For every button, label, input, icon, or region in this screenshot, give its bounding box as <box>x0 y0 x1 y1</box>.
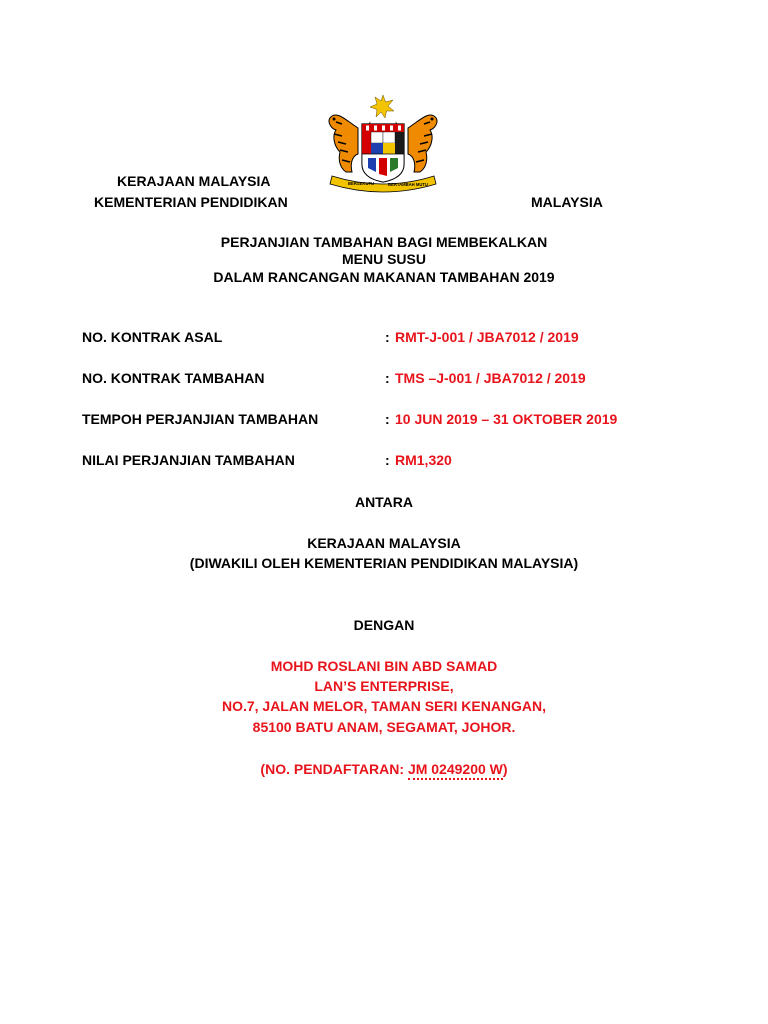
detail-label: TEMPOH PERJANJIAN TAMBAHAN <box>82 411 319 427</box>
detail-label: NILAI PERJANJIAN TAMBAHAN <box>82 452 295 468</box>
crest-motto-right: BERTAMBAH MUTU <box>388 182 428 187</box>
registration-number: JM 0249200 W <box>408 761 503 780</box>
header-ministry-right: MALAYSIA <box>531 194 603 210</box>
detail-row <box>82 327 702 347</box>
registration-suffix: ) <box>502 761 508 777</box>
detail-label: NO. KONTRAK ASAL <box>82 329 223 345</box>
detail-value: 10 JUN 2019 – 31 OKTOBER 2019 <box>395 411 618 427</box>
detail-colon: : <box>385 370 390 386</box>
header-government: KERAJAAN MALAYSIA <box>117 173 271 189</box>
title-line-1: PERJANJIAN TAMBAHAN BAGI MEMBEKALKAN <box>220 234 548 250</box>
malaysia-coat-of-arms-icon <box>318 92 448 194</box>
detail-colon: : <box>385 411 390 427</box>
party2-address-2: 85100 BATU ANAM, SEGAMAT, JOHOR. <box>252 719 516 735</box>
detail-value: TMS –J-001 / JBA7012 / 2019 <box>395 370 586 386</box>
registration-prefix: (NO. PENDAFTARAN: <box>260 761 408 777</box>
with-text: DENGAN <box>353 617 415 633</box>
party2-company: LAN’S ENTERPRISE, <box>314 678 454 694</box>
detail-row <box>82 368 702 388</box>
detail-colon: : <box>385 452 390 468</box>
party2-registration <box>0 761 768 778</box>
party2-name: MOHD ROSLANI BIN ABD SAMAD <box>270 658 498 674</box>
party1-represented: (DIWAKILI OLEH KEMENTERIAN PENDIDIKAN MALAYSIA) <box>189 555 579 571</box>
party1-name: KERAJAAN MALAYSIA <box>307 535 461 551</box>
title-line-3: DALAM RANCANGAN MAKANAN TAMBAHAN 2019 <box>213 269 555 285</box>
detail-row <box>82 450 702 470</box>
detail-colon: : <box>385 329 390 345</box>
header-ministry: KEMENTERIAN PENDIDIKAN <box>94 194 288 210</box>
between-text: ANTARA <box>354 494 414 510</box>
party2-address-1: NO.7, JALAN MELOR, TAMAN SERI KENANGAN, <box>221 698 547 714</box>
detail-label: NO. KONTRAK TAMBAHAN <box>82 370 265 386</box>
detail-value: RMT-J-001 / JBA7012 / 2019 <box>395 329 579 345</box>
detail-value: RM1,320 <box>395 452 452 468</box>
title-line-2: MENU SUSU <box>341 251 426 267</box>
detail-row <box>82 409 702 429</box>
crest-motto-left: BERSEKUTU <box>348 181 375 186</box>
